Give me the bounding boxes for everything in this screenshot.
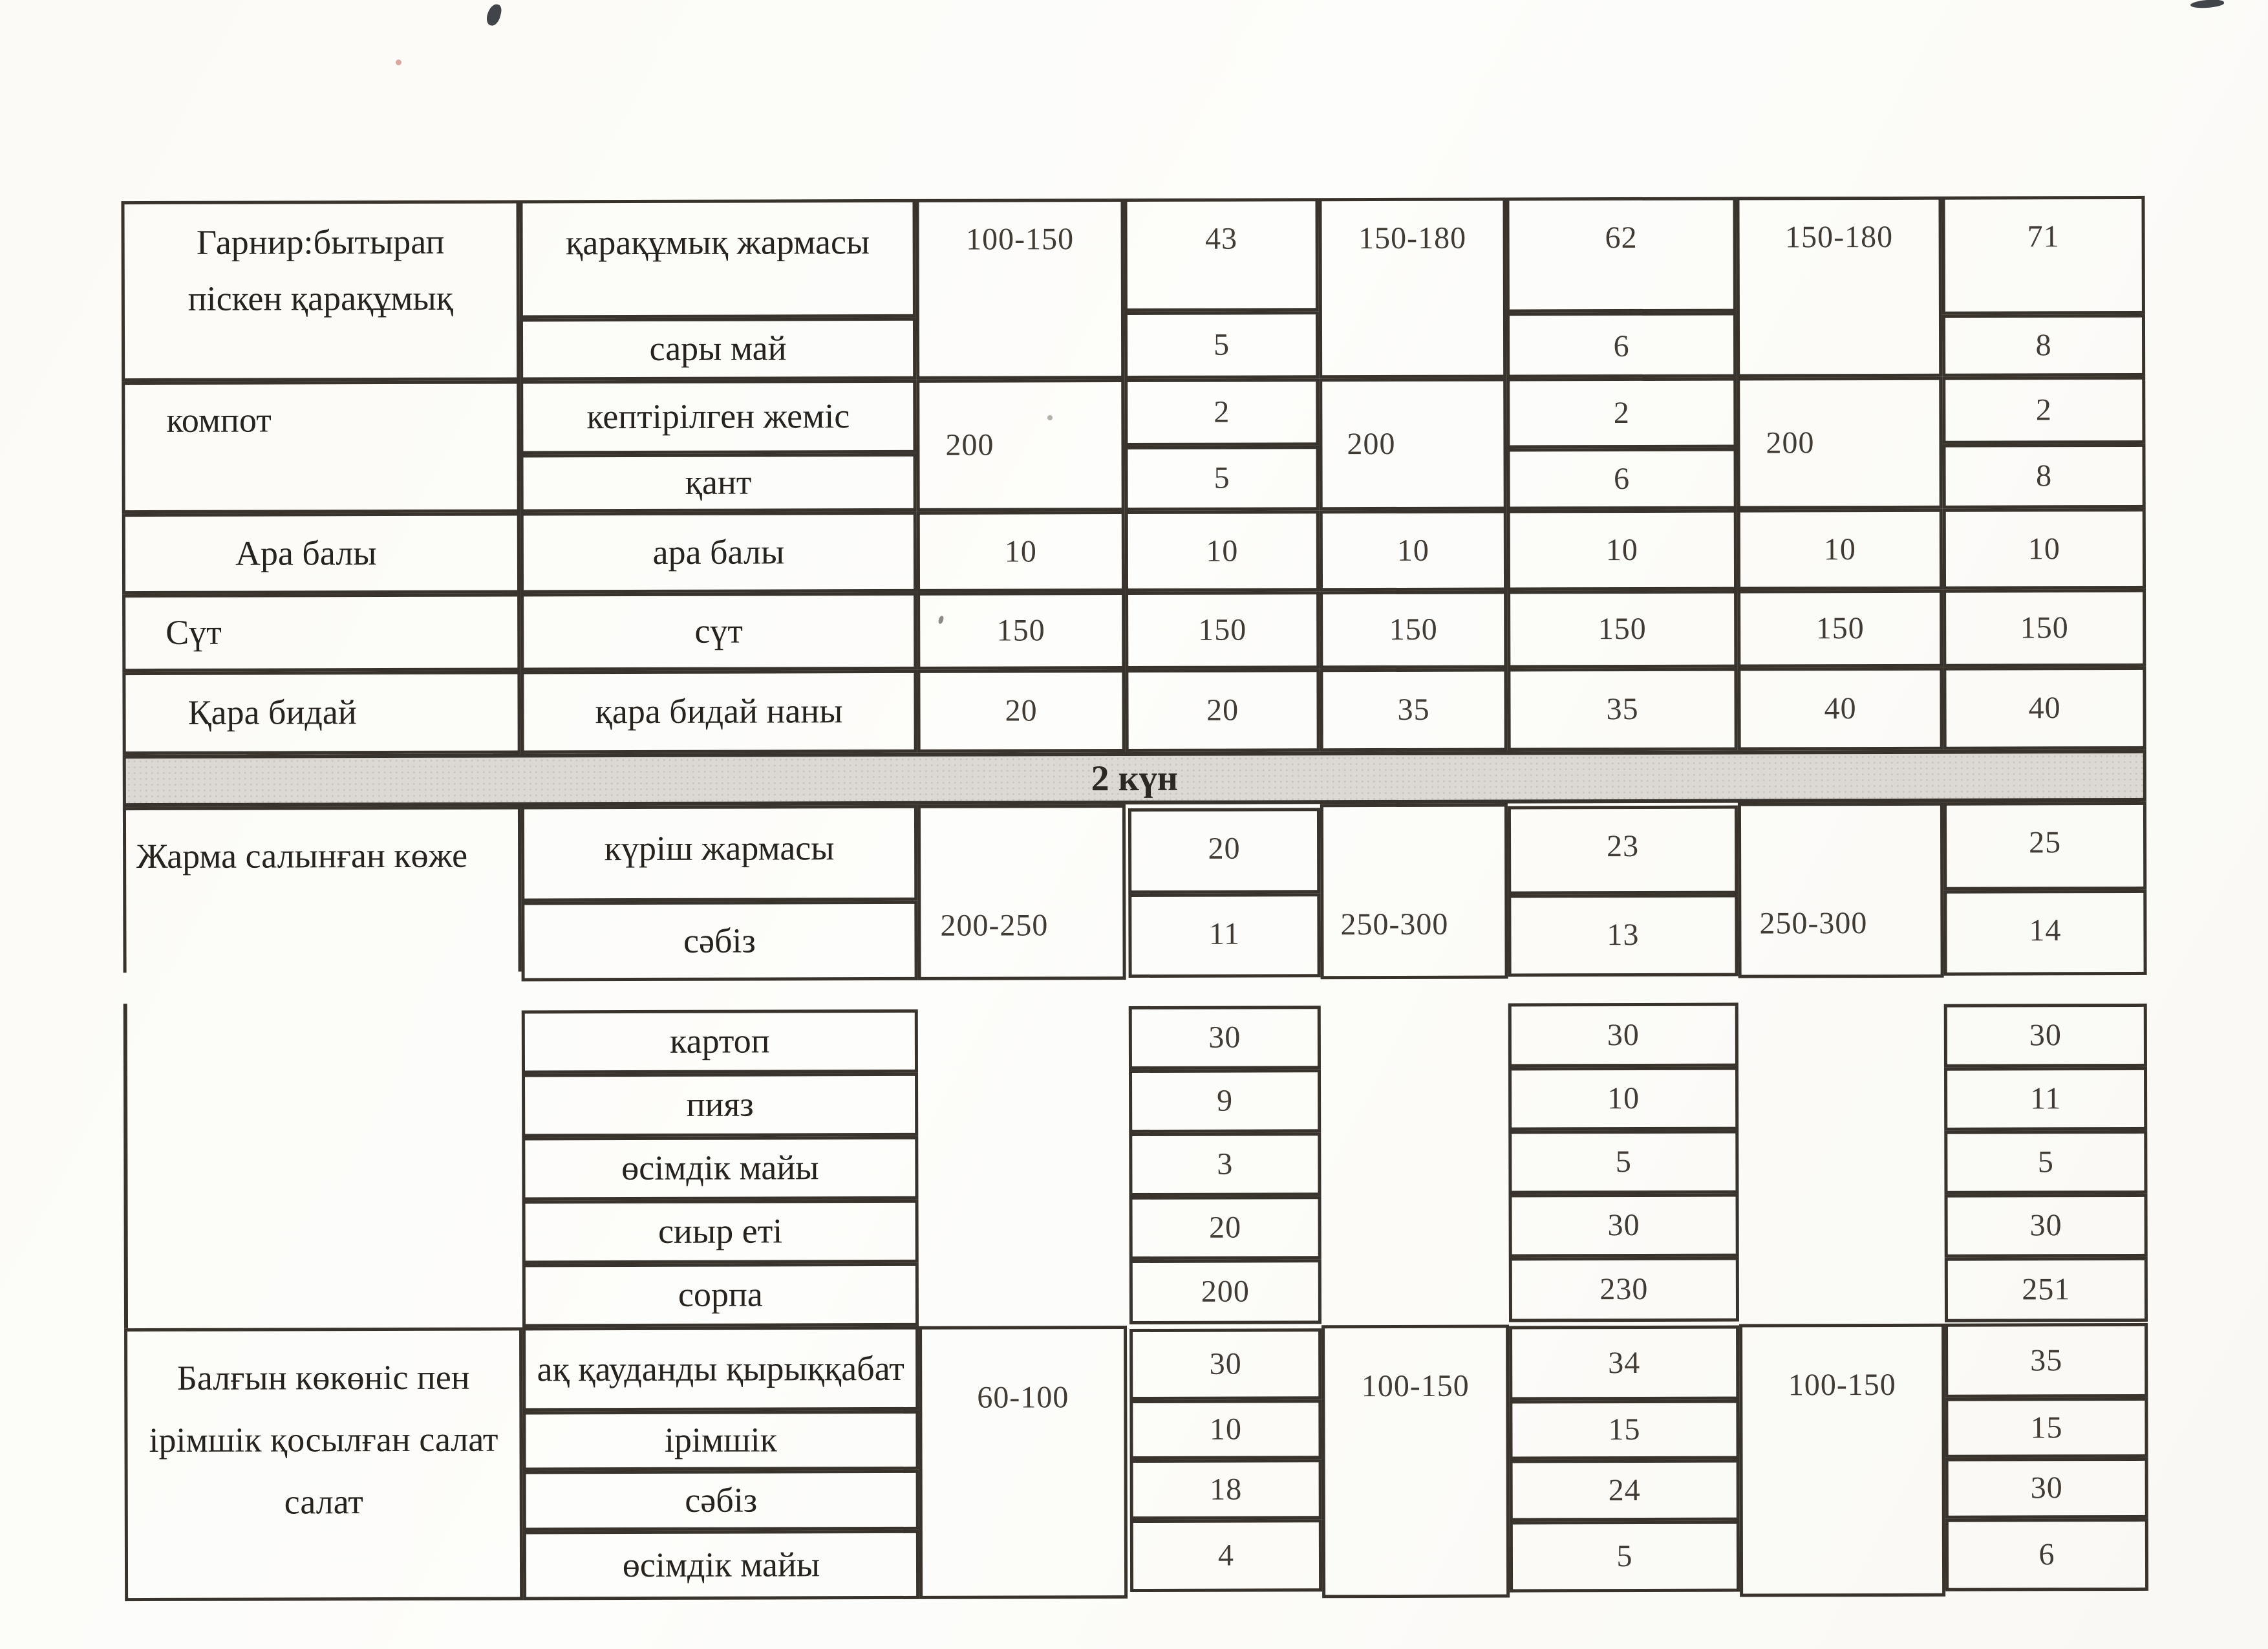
ingredient-cell: қант (520, 453, 916, 513)
amount-cell: 20 (917, 669, 1125, 753)
amount-cell: 14 (1943, 890, 2146, 976)
portion-range-cell: 200 (916, 379, 1125, 512)
amount-cell: 150 (1125, 591, 1320, 669)
amount-cell: 30 (1508, 1194, 1738, 1258)
amount-cell: 30 (1945, 1194, 2148, 1258)
amount-cell: 40 (1943, 667, 2146, 750)
amount-cell: 43 (1124, 198, 1318, 312)
dish-cell: Сүт (122, 593, 520, 672)
ingredient-cell: ара балы (520, 512, 917, 594)
scan-speck-artifact (1047, 415, 1053, 420)
dish-cell: компот (122, 380, 520, 513)
amount-cell: 10 (1737, 509, 1943, 590)
amount-cell: 23 (1508, 806, 1738, 895)
amount-cell: 10 (1125, 510, 1320, 592)
portion-range-cell: 200-250 (917, 804, 1126, 980)
ingredient-cell: ірімшік (522, 1410, 919, 1471)
amount-cell: 150 (1320, 590, 1507, 669)
amount-cell: 5 (1944, 1130, 2147, 1194)
ingredient-cell: күріш жармасы (521, 805, 917, 902)
amount-cell: 230 (1509, 1257, 1739, 1322)
amount-cell: 10 (1943, 508, 2146, 590)
amount-cell: 8 (1942, 314, 2145, 377)
amount-cell: 20 (1129, 1196, 1321, 1260)
amount-cell: 10 (1507, 510, 1737, 591)
portion-range-cell: 200 (1319, 378, 1507, 510)
amount-cell: 200 (1129, 1259, 1321, 1324)
portion-range-cell: 100-150 (1739, 1324, 1945, 1597)
amount-cell: 6 (1506, 312, 1737, 378)
amount-cell: 2 (1124, 378, 1319, 446)
amount-cell: 3 (1129, 1132, 1321, 1196)
ingredient-cell: өсімдік майы (523, 1530, 919, 1600)
portion-range-cell: 150-180 (1318, 197, 1506, 378)
ingredient-cell: пияз (522, 1073, 918, 1137)
amount-cell: 5 (1124, 311, 1319, 379)
ingredient-cell: қарақұмық жармасы (519, 199, 915, 319)
amount-cell: 25 (1943, 802, 2146, 890)
ingredient-cell: қара бидай наны (520, 670, 917, 754)
amount-cell: 20 (1128, 808, 1320, 894)
day-2-header-band: 2 күн (123, 749, 2146, 807)
amount-cell: 24 (1510, 1460, 1740, 1522)
amount-cell: 4 (1130, 1519, 1322, 1592)
dish-cell: Ара балы (122, 512, 520, 594)
amount-cell: 10 (1508, 1067, 1738, 1131)
amount-cell: 251 (1945, 1257, 2148, 1322)
portion-range-cell: 100-150 (915, 199, 1124, 380)
table-left-border-line (123, 1004, 128, 1328)
amount-cell: 10 (1129, 1399, 1321, 1460)
amount-cell: 15 (1509, 1400, 1739, 1460)
amount-cell: 8 (1942, 444, 2145, 509)
amount-cell: 2 (1942, 376, 2145, 444)
amount-cell: 150 (917, 592, 1125, 670)
amount-cell: 10 (917, 511, 1125, 592)
amount-cell: 35 (1320, 668, 1507, 751)
ingredient-cell: сәбіз (523, 1470, 919, 1531)
portion-range-cell: 150-180 (1736, 197, 1942, 378)
amount-cell: 150 (1943, 589, 2146, 667)
amount-cell: 13 (1508, 894, 1738, 977)
amount-cell: 30 (1945, 1458, 2148, 1519)
ingredient-cell: кептірілген жеміс (520, 380, 916, 455)
amount-cell: 5 (1508, 1130, 1738, 1194)
amount-cell: 11 (1944, 1067, 2147, 1131)
amount-cell: 5 (1510, 1521, 1740, 1593)
amount-cell: 150 (1737, 590, 1943, 668)
dish-cell: Гарнир:бытырап піскен қарақұмық (121, 200, 520, 382)
amount-cell: 30 (1944, 1004, 2147, 1068)
amount-cell: 6 (1945, 1518, 2148, 1591)
scan-speck-artifact (396, 59, 401, 65)
amount-cell: 6 (1506, 448, 1737, 510)
amount-cell: 30 (1129, 1006, 1321, 1070)
portion-range-cell: 200 (1737, 377, 1943, 510)
amount-cell: 62 (1506, 197, 1736, 313)
amount-cell: 9 (1129, 1069, 1321, 1133)
ingredient-cell: сорпа (522, 1263, 919, 1328)
ingredient-cell: сәбіз (521, 901, 917, 982)
ingredient-cell: өсімдік майы (522, 1136, 918, 1201)
amount-cell: 11 (1128, 893, 1320, 978)
dish-cell: Жарма салынған көже (123, 806, 522, 973)
amount-cell: 30 (1129, 1328, 1321, 1400)
amount-cell: 150 (1507, 590, 1737, 669)
amount-cell: 10 (1320, 510, 1507, 591)
ingredient-cell: картоп (522, 1009, 918, 1074)
amount-cell: 15 (1945, 1397, 2148, 1458)
ingredient-cell: ақ қауданды қырыққабат (522, 1326, 919, 1412)
amount-cell: 35 (1507, 668, 1737, 751)
ingredient-cell: сары май (520, 318, 916, 381)
portion-range-cell: 60-100 (919, 1326, 1128, 1599)
amount-cell: 5 (1124, 446, 1319, 511)
amount-cell: 18 (1130, 1459, 1322, 1520)
portion-range-cell: 250-300 (1738, 803, 1944, 978)
amount-cell: 30 (1508, 1003, 1738, 1068)
ingredient-cell: сүт (520, 592, 917, 671)
amount-cell: 34 (1509, 1326, 1739, 1401)
amount-cell: 2 (1506, 378, 1737, 449)
portion-range-cell: 100-150 (1321, 1324, 1510, 1598)
dish-cell: Балғын көкөніс пен ірімшік қосылған салат салат (124, 1327, 523, 1601)
amount-cell: 20 (1125, 669, 1320, 752)
dish-cell: Қара бидай (122, 671, 520, 755)
portion-range-cell: 250-300 (1320, 803, 1508, 979)
amount-cell: 40 (1737, 667, 1943, 751)
amount-cell: 71 (1942, 196, 2145, 315)
ingredient-cell: сиыр еті (522, 1200, 919, 1264)
amount-cell: 35 (1945, 1323, 2148, 1398)
